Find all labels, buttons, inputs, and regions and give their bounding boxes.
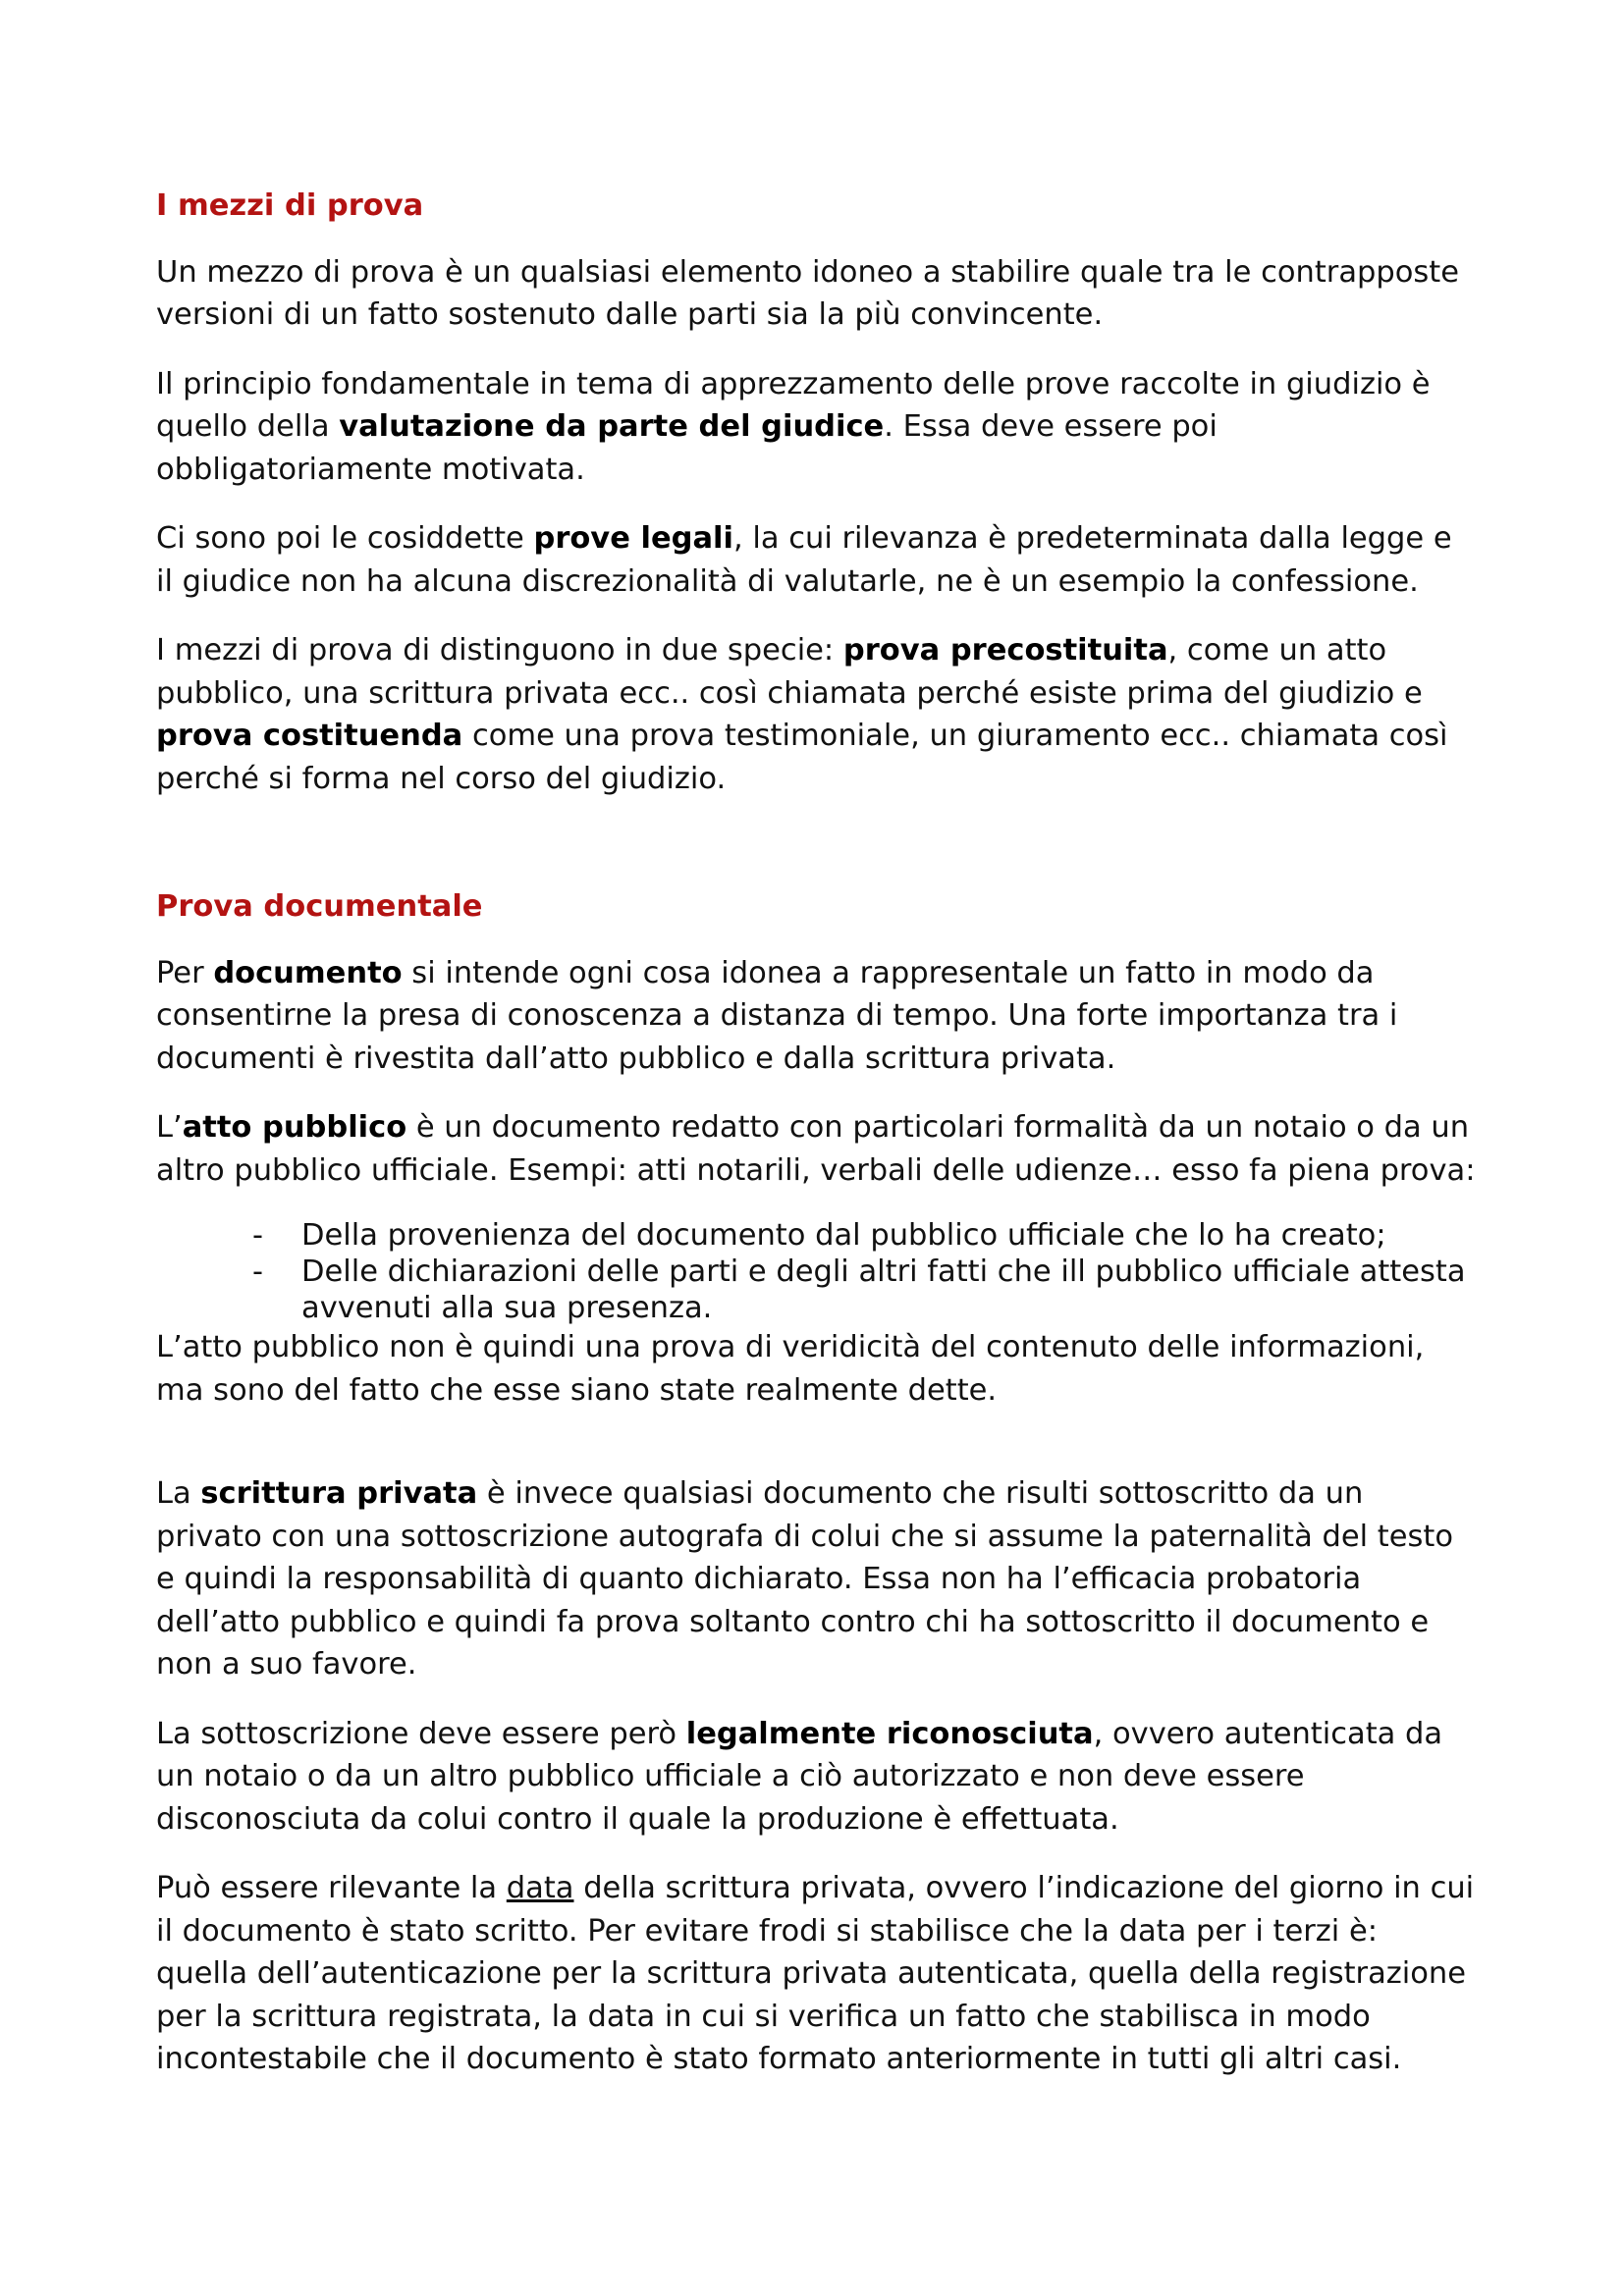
paragraph-scrittura-privata	[156, 1472, 1477, 1686]
text-span: Può essere rilevante la	[156, 1871, 507, 1905]
section-title-mezzi-di-prova: I mezzi di prova	[156, 188, 424, 223]
bold-term-documento: documento	[213, 955, 403, 990]
underlined-term-data: data	[506, 1871, 574, 1905]
text-span: è invece qualsiasi documento che risulti sottoscritto da un privato con una sottoscrizione autografa di colui che si assume la paternalità del testo e quindi la responsabilità di quanto dichiarato. Essa non ha l’efficacia probatoria dell’atto pubblico e quindi fa prova soltanto contro chi ha sottoscritto il documento e non a suo favore.	[156, 1476, 1454, 1682]
paragraph-data	[156, 1867, 1477, 2081]
text-span: si intende ogni cosa idonea a rappresentale un fatto in modo da consentirne la presa di conoscenza a distanza di tempo. Una forte importanza tra i documenti è rivestita dall’atto pubblico e dalla scrittura privata.	[156, 955, 1398, 1076]
bold-term-scrittura-privata: scrittura privata	[200, 1476, 478, 1511]
paragraph-sottoscrizione	[156, 1713, 1477, 1842]
text-span: La sottoscrizione deve essere però	[156, 1716, 686, 1751]
text-span: . Essa deve essere poi obbligatoriamente motivata.	[156, 409, 1218, 487]
text-span: , ovvero autenticata da un notaio o da un altro pubblico ufficiale a ciò autorizzato e non deve essere disconosciuta da colui contro il quale la produzione è effettuata.	[156, 1716, 1443, 1837]
bold-term-prova-precostituita: prova precostituita	[842, 633, 1168, 667]
text-span: Il principio fondamentale in tema di apprezzamento delle prove raccolte in giudizio è quello della	[156, 366, 1431, 444]
text-span: , come un atto pubblico, una scrittura privata ecc.. così chiamata perché esiste prima del giudizio e	[156, 633, 1423, 711]
text-span: Ci sono poi le cosiddette	[156, 521, 534, 556]
paragraph-mezzo-di-prova: Un mezzo di prova è un qualsiasi elemento idoneo a stabilire quale tra le contrapposte versioni di un fatto sostenuto dalle parti sia la più convincente.	[156, 254, 1460, 332]
section-title-prova-documentale: Prova documentale	[156, 889, 483, 924]
paragraph-veridicita: L’atto pubblico non è quindi una prova di veridicità del contenuto delle informazioni, ma sono del fatto che esse siano state realmente dette.	[156, 1330, 1425, 1408]
text-span: come una prova testimoniale, un giuramento ecc.. chiamata così perché si forma nel corso del giudizio.	[156, 719, 1448, 796]
text-span: è un documento redatto con particolari formalità da un notaio o da un altro pubblico ufficiale. Esempi: atti notarili, verbali delle udienze… esso fa piena prova:	[156, 1110, 1476, 1188]
paragraph-principio-fondamentale	[156, 363, 1477, 492]
dash-bullet: -	[252, 1255, 264, 1289]
list-item	[252, 1254, 1477, 1326]
text-span: Per	[156, 955, 214, 990]
text-span: , la cui rilevanza è predeterminata dalla legge e il giudice non ha alcuna discrezionalità di valutarle, ne è un esempio la confessione.	[156, 521, 1452, 599]
list-item-text: Delle dichiarazioni delle parti e degli altri fatti che ill pubblico ufficiale attesta avvenuti alla sua presenza.	[301, 1255, 1466, 1325]
bold-term-atto-pubblico: atto pubblico	[182, 1110, 407, 1145]
bold-term-legalmente-riconosciuta: legalmente riconosciuta	[685, 1716, 1094, 1751]
paragraph-documento	[156, 952, 1477, 1081]
dash-list	[156, 1217, 1477, 1326]
list-item	[252, 1217, 1477, 1254]
bold-term-prove-legali: prove legali	[533, 521, 733, 556]
paragraph-due-specie	[156, 629, 1477, 800]
bold-term-valutazione: valutazione da parte del giudice	[339, 409, 885, 444]
dash-bullet: -	[252, 1218, 264, 1253]
bold-term-prova-costituenda: prova costituenda	[156, 719, 463, 753]
text-span: della scrittura privata, ovvero l’indicazione del giorno in cui il documento è stato scritto. Per evitare frodi si stabilisce che la data per i terzi è: quella dell’autenticazione per la scrittura privata autenticata, quella della registrazione per la scrittura registrata, la data in cui si verifica un fatto che stabilisca in modo incontestabile che il documento è stato formato anteriormente in tutti gli altri casi.	[156, 1871, 1475, 2076]
text-span: La	[156, 1476, 201, 1511]
text-span: I mezzi di prova di distinguono in due specie:	[156, 633, 843, 667]
paragraph-prove-legali	[156, 517, 1477, 603]
list-item-text: Della provenienza del documento dal pubblico ufficiale che lo ha creato;	[301, 1218, 1386, 1253]
paragraph-atto-pubblico	[156, 1106, 1477, 1192]
text-span: L’	[156, 1110, 183, 1145]
